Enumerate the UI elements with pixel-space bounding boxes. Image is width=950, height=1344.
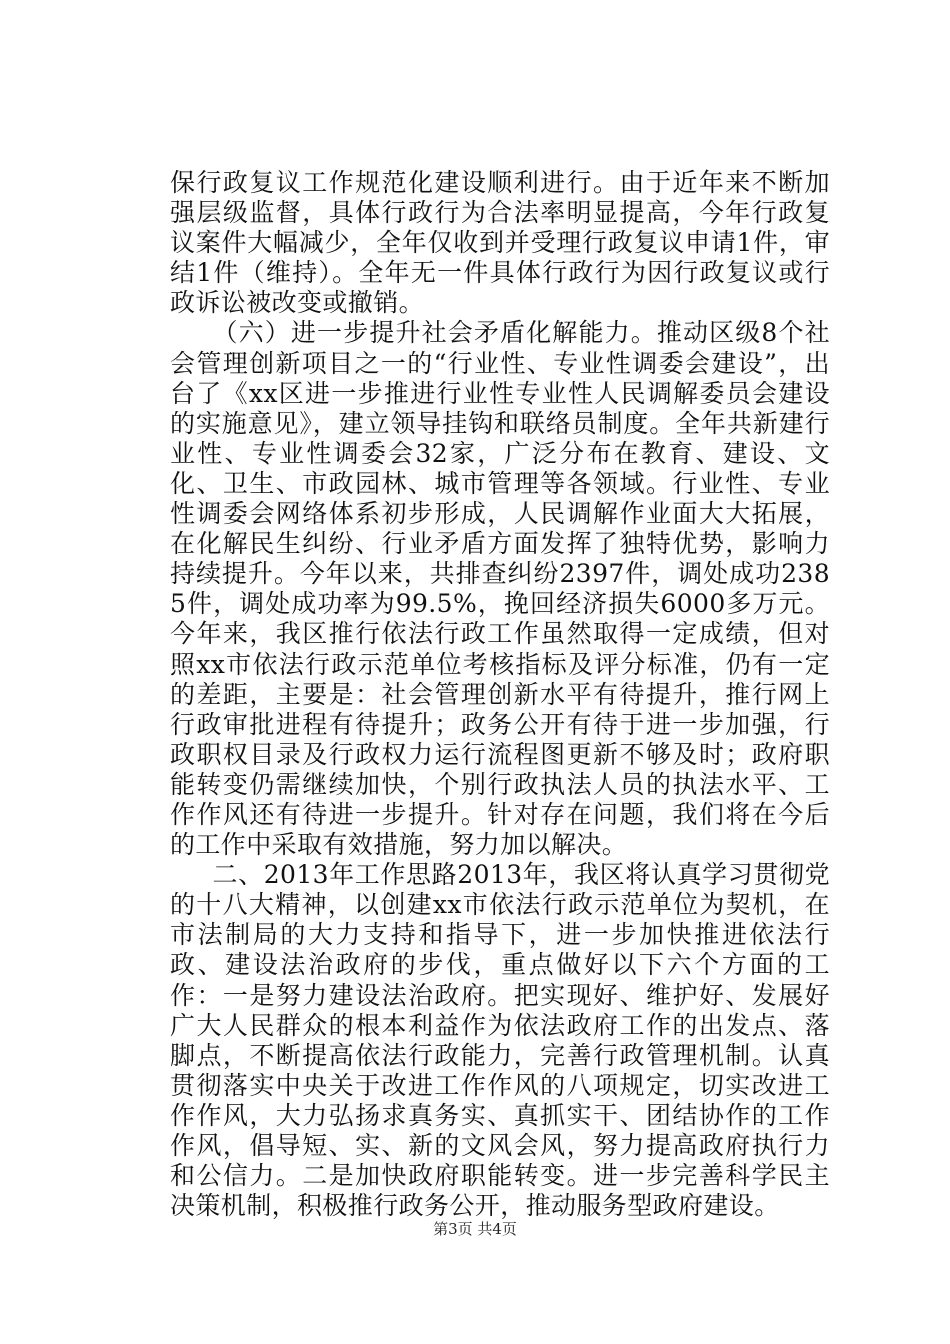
document-body: [170, 168, 830, 1221]
paragraph-work-plan-2013: 二、2013年工作思路2013年，我区将认真学习贯彻党的十八大精神，以创建xx市依法行政示范单位为契机，在市法制局的大力支持和指导下，进一步加快推进依法行政、建设法治政府的步伐，重点做好以下六个方面的工作：一是努力建设法治政府。把实现好、维护好、发展好广大人民群众的根本利益作为依法政府工作的出发点、落脚点，不断提高依法行政能力，完善行政管理机制。认真贯彻落实中央关于改进工作作风的八项规定，切实改进工作作风，大力弘扬求真务实、真抓实干、团结协作的工作作风，倡导短、实、新的文风会风，努力提高政府执行力和公信力。二是加快政府职能转变。进一步完善科学民主决策机制，积极推行政务公开，推动服务型政府建设。: [170, 860, 830, 1221]
paragraph-continued: 保行政复议工作规范化建设顺利进行。由于近年来不断加强层级监督，具体行政行为合法率明显提高，今年行政复议案件大幅减少，全年仅收到并受理行政复议申请1件，审结1件（维持）。全年无一件具体行政行为因行政复议或行政诉讼被改变或撤销。: [170, 168, 830, 318]
page-number-footer: 第3页 共4页: [433, 1220, 517, 1238]
paragraph-section-six: （六）进一步提升社会矛盾化解能力。推动区级8个社会管理创新项目之一的“行业性、专业性调委会建设”，出台了《xx区进一步推进行业性专业性人民调解委员会建设的实施意见》，建立领导挂钩和联络员制度。全年共新建行业性、专业性调委会32家，广泛分布在教育、建设、文化、卫生、市政园林、城市管理等各领域。行业性、专业性调委会网络体系初步形成，人民调解作业面大大拓展，在化解民生纠纷、行业矛盾方面发挥了独特优势，影响力持续提升。今年以来，共排查纠纷2397件，调处成功2385件，调处成功率为99.5%，挽回经济损失6000多万元。今年来，我区推行依法行政工作虽然取得一定成绩，但对照xx市依法行政示范单位考核指标及评分标准，仍有一定的差距，主要是：社会管理创新水平有待提升，推行网上行政审批进程有待提升；政务公开有待于进一步加强，行政职权目录及行政权力运行流程图更新不够及时；政府职能转变仍需继续加快，个别行政执法人员的执法水平、工作作风还有待进一步提升。针对存在问题，我们将在今后的工作中采取有效措施，努力加以解决。: [170, 318, 830, 860]
